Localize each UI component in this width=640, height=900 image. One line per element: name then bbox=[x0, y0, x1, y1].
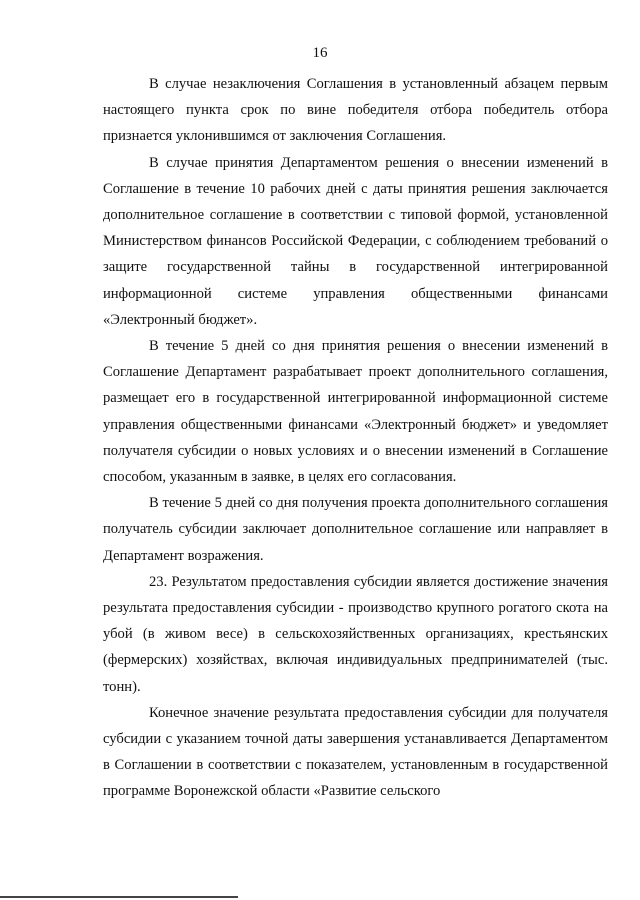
paragraph: Конечное значение результата предоставления субсидии для получателя субсидии с указанием точной даты завершения устанавливается Департаментом в Соглашении в соответствии с показателем, установленным в государственной программе Воронежской области «Развитие сельского bbox=[103, 704, 608, 800]
paragraph: В случае незаключения Соглашения в установленный абзацем первым настоящего пункта срок по вине победителя отбора победитель отбора признается уклонившимся от заключения Соглашения. bbox=[103, 76, 608, 145]
paragraph: В течение 5 дней со дня получения проекта дополнительного соглашения получатель субсидии заключает дополнительное соглашение или направляет в Департамент возражения. bbox=[103, 495, 608, 564]
paragraph: 23. Результатом предоставления субсидии является достижение значения результата предоставления субсидии - производство крупного рогатого скота на убой (в живом весе) в сельскохозяйственных организациях, крестьянских (фермерских) хозяйствах, включая индивидуальных предпринимателей (тыс. тонн). bbox=[103, 573, 608, 695]
paragraph: В течение 5 дней со дня принятия решения о внесении изменений в Соглашение Департамент разрабатывает проект дополнительного соглашения, размещает его в государственной интегрированной информационной системе управления общественными финансами «Электронный бюджет» и уведомляет получателя субсидии о новых условиях и о внесении изменений в Соглашение способом, указанным в заявке, в целях его согласования. bbox=[103, 338, 608, 486]
paragraph: В случае принятия Департаментом решения о внесении изменений в Соглашение в течение 10 рабочих дней с даты принятия решения заключается дополнительное соглашение в соответствии с типовой формой, установленной Министерством финансов Российской Федерации, с соблюдением требований о защите государственной тайны в государственной интегрированной информационной системе управления общественными финансами «Электронный бюджет». bbox=[103, 154, 608, 328]
footnote-separator bbox=[0, 896, 238, 898]
document-body bbox=[103, 71, 608, 805]
page-number: 16 bbox=[312, 45, 328, 61]
